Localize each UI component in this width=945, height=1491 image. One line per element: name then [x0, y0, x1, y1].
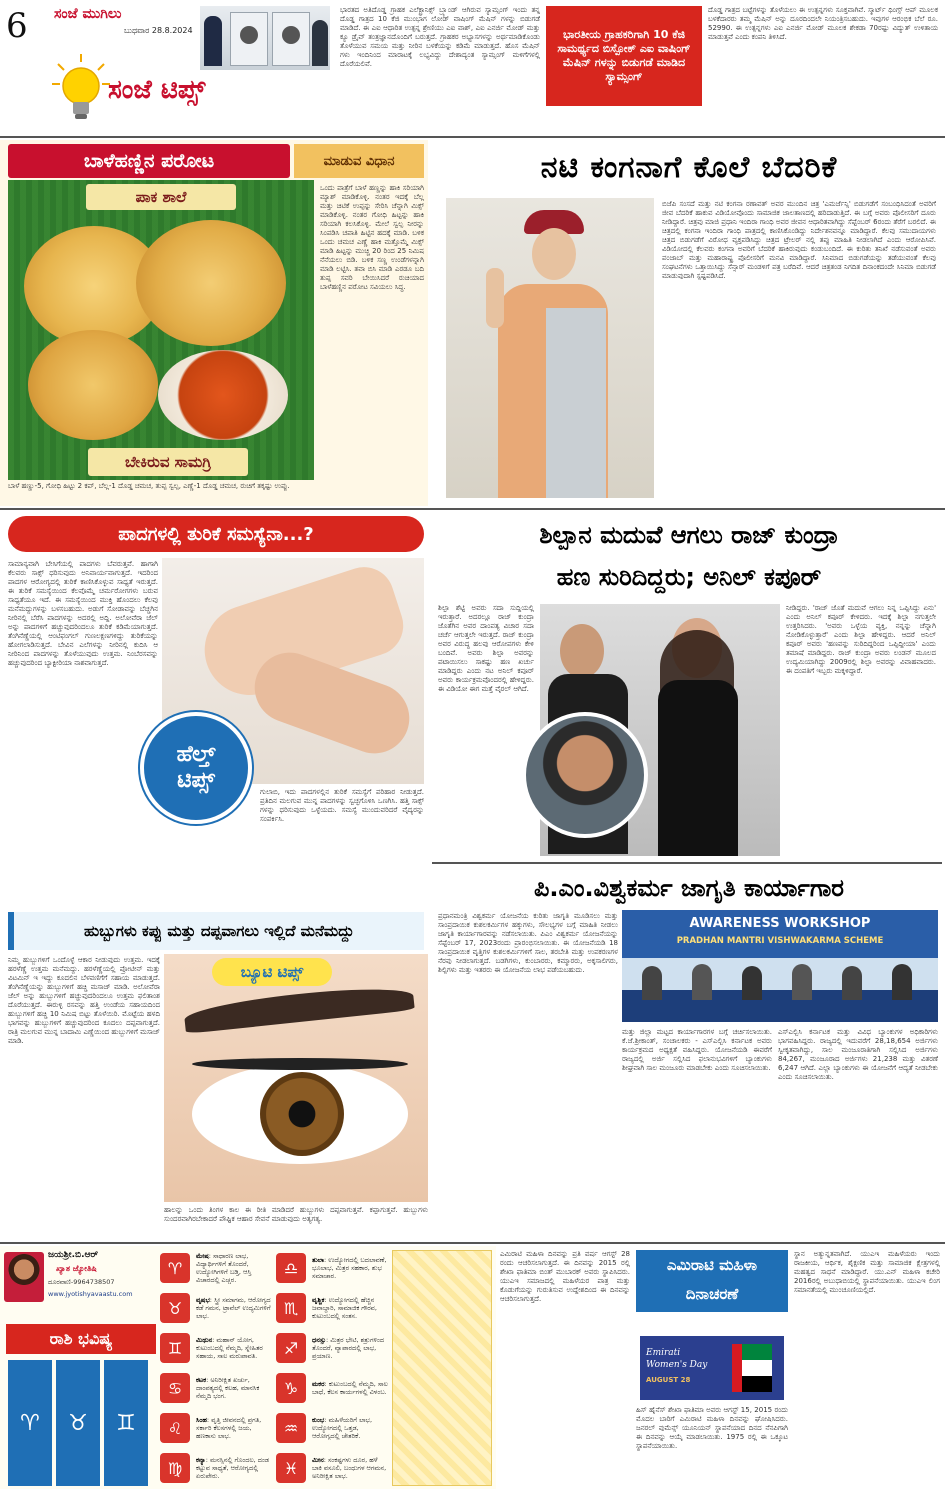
astrologer-title: ಖ್ಯಾತ ಜ್ಯೋತಿಷಿ	[56, 1264, 97, 1273]
sign-entry	[160, 1250, 272, 1286]
recipe-kitchen-label-text: ಪಾಕ ಶಾಲೆ	[135, 188, 187, 206]
emirati-body-left: ಎಮಿರಾಟಿ ಮಹಿಳಾ ದಿನವನ್ನು ಪ್ರತಿ ವರ್ಷ ಆಗಸ್ಟ್ 28 ರಂದು ಆಚರಿಸಲಾಗುತ್ತದೆ. ಈ ದಿನವನ್ನು 2015 ರಲ್ಲಿ ಶೇಖಾ ಫಾತಿಮಾ ಬಿಂತ್ ಮುಬಾರಕ್ ಅವರು ಸ್ಥಾಪಿಸಿದರು. ಯುಎಇ ಸಮಾಜದಲ್ಲಿ ಮಹಿಳೆಯರ ಪಾತ್ರ ಮತ್ತು ಕೊಡುಗೆಯನ್ನು ಗುರುತಿಸುವ ಉದ್ದೇಶದಿಂದ ಈ ದಿನವನ್ನು ಆಚರಿಸಲಾಗುತ್ತದೆ.	[500, 1250, 630, 1303]
zodiac-symbol-icon: ♑	[276, 1373, 306, 1403]
taurus-icon: ♉	[56, 1360, 100, 1486]
astrologer-name: ಜಯಶ್ರೀ.ಬಿ.ಆರ್	[48, 1250, 99, 1260]
uae-flag-icon	[732, 1344, 772, 1392]
sign-prediction: ಸಂಕಷ್ಟಗಳು ದೂರ, ಹಳೆ ಬಾಕಿ ವಸೂಲಿ, ಬಂಧುಗಳ ಆಗಮನ, ಅನಿರೀಕ್ಷಿತ ಲಾಭ.	[312, 1456, 387, 1480]
zodiac-symbol-icon: ♓	[276, 1453, 306, 1483]
vishwakarma-body-mid: ಮತ್ತು ಜಿಲ್ಲಾ ಮಟ್ಟದ ಕಾರ್ಯಾಗಾರಗಳ ಬಗ್ಗೆ ಚರ್ಚಿಸಲಾಯಿತು. ಕೆ.ಜೆ.ಶ್ರೀಕಾಂತ್, ಸಂಚಾಲಕರು - ಎಸ್ಎಲ್ಬಿಸಿ ಕರ್ನಾಟಕ ಅವರು ಕಾರ್ಯಕ್ರಮದ ಅಧ್ಯಕ್ಷತೆ ವಹಿಸಿದ್ದರು. ಯೋಜನೆಯಡಿ ಈವರೆಗೆ ರಾಜ್ಯದಲ್ಲಿ ಅರ್ಜಿ ಸಲ್ಲಿಸಿದ ಫಲಾನುಭವಿಗಳಿಗೆ ಬ್ಯಾಂಕುಗಳು ಶೀಘ್ರವಾಗಿ ಸಾಲ ಮಂಜೂರು ಮಾಡಬೇಕು ಎಂದು ಸೂಚಿಸಲಾಯಿತು.	[622, 1028, 772, 1072]
sign-entry	[160, 1370, 272, 1406]
sign-name: ಮೀನ	[312, 1456, 324, 1464]
sign-prediction: ಮಹಾನ್ ಯೋಗ, ಕುಟುಂಬದಲ್ಲಿ ನೆಮ್ಮದಿ, ಸ್ನೇಹಿತರ ಸಹಾಯ, ಸಾಲ ಮರುಪಾವತಿ.	[196, 1336, 263, 1360]
shilpa-story	[432, 512, 942, 860]
sign-name: ಧನಸ್ಸು	[312, 1336, 326, 1344]
sign-prediction: ಉದ್ಯೋಗದಲ್ಲಿ ಹೆಚ್ಚಿನ ಜವಾಬ್ದಾರಿ, ಸಾಮಾಜಿಕ ಗೌರವ, ಕುಟುಂಬದಲ್ಲಿ ಸಂತಸ.	[312, 1296, 377, 1320]
beauty-tips-badge-text: ಬ್ಯೂಟಿ ಟಿಪ್ಸ್	[240, 963, 304, 981]
sign-prediction: ಉದ್ಯೋಗದಲ್ಲಿ ಬದಲಾವಣೆ, ಭೂಲಾಭ, ಮಿತ್ರರ ಸಹಕಾರ, ಶುಭ ಸಮಾಚಾರ.	[312, 1256, 387, 1280]
sign-prediction: ಮನಸ್ಸಿನಲ್ಲಿ ಗೊಂದಲ, ದಂಡ ಕಟ್ಟುವ ಸಾಧ್ಯತೆ, ಆರೋಗ್ಯದಲ್ಲಿ ಏರುಪೇರು.	[196, 1456, 270, 1480]
sign-text: ಕನ್ಯಾ: ಮನಸ್ಸಿನಲ್ಲಿ ಗೊಂದಲ, ದಂಡ ಕಟ್ಟುವ ಸಾಧ್ಯತೆ, ಆರೋಗ್ಯದಲ್ಲಿ ಏರುಪೇರು.	[196, 1456, 270, 1480]
sign-text: ಧನಸ್ಸು: ಮಿತ್ರರ ಭೇಟಿ, ಶತ್ರುಗಳಿಂದ ತೊಂದರೆ, ವ್ಯಾಪಾರದಲ್ಲಿ ಲಾಭ, ಪ್ರಯಾಣ.	[312, 1336, 385, 1360]
top-story-body-left: ಭಾರತದ ಅತಿದೊಡ್ಡ ಗ್ರಾಹಕ ಎಲೆಕ್ಟ್ರಾನಿಕ್ಸ್ ಬ್ರ್ಯಾಂಡ್ ಆಗಿರುವ ಸ್ಯಾಮ್ಸಂಗ್ ಇಂದು ತನ್ನ ದೊಡ್ಡ ಗಾತ್ರದ 10 ಕೆಜಿ ಮುಂಭಾಗ ಲೋಡ್ ವಾಷಿಂಗ್ ಮೆಷಿನ್ ಗಳನ್ನು ಬಿಡುಗಡೆ ಮಾಡಿದೆ. ಈ ಎಐ ಆಧಾರಿತ ಉತ್ಪನ್ನ ಶ್ರೇಣಿಯು ಎಐ ವಾಶ್, ಎಐ ಎನರ್ಜಿ ಮೋಡ್ ಮತ್ತು ಕ್ಯೂ ಡ್ರೈವ್ ತಂತ್ರಜ್ಞಾನದೊಂದಿಗೆ ಬರುತ್ತದೆ. ಗ್ರಾಹಕರ ಅಭ್ಯಾಸಗಳನ್ನು ಅರ್ಥಮಾಡಿಕೊಂಡು ತೊಳೆಯುವ ಸಮಯ ಮತ್ತು ನೀರಿನ ಬಳಕೆಯನ್ನು ಕಡಿಮೆ ಮಾಡುತ್ತದೆ. ಹೊಸ ಮೆಷಿನ್ ಗಳು ಇಂದಿನಿಂದ ಮಾರಾಟಕ್ಕೆ ಲಭ್ಯವಿದ್ದು ದೇಶಾದ್ಯಂತ ಸ್ಯಾಮ್ಸಂಗ್ ಮಳಿಗೆಗಳಲ್ಲಿ ದೊರೆಯಲಿವೆ.	[340, 6, 540, 68]
recipe-ingredients-text: ಬಾಳೆ ಹಣ್ಣು-5, ಗೋಧಿ ಹಿಟ್ಟು 2 ಕಪ್, ಬೆಲ್ಲ-1 ದೊಡ್ಡ ಚಮಚ, ತುಪ್ಪ ಸ್ವಲ್ಪ, ಎಣ್ಣೆ-1 ದೊಡ್ಡ ಚಮಚ, ರುಚಿಗೆ ತಕ್ಕಷ್ಟು ಉಪ್ಪು.	[8, 482, 290, 490]
vishwakarma-body-left: ಪ್ರಧಾನಮಂತ್ರಿ ವಿಶ್ವಕರ್ಮ ಯೋಜನೆಯ ಕುರಿತು ಜಾಗೃತಿ ಮೂಡಿಸಲು ಮತ್ತು ಸಾಂಪ್ರದಾಯಿಕ ಕುಶಲಕರ್ಮಿಗಳ ಹಕ್ಕುಗಳು, ಸೌಲಭ್ಯಗಳ ಬಗ್ಗೆ ಮಾಹಿತಿ ನೀಡಲು ಜಾಗೃತಿ ಕಾರ್ಯಾಗಾರವನ್ನು ನಡೆಸಲಾಯಿತು. ಪಿಎಂ ವಿಶ್ವಕರ್ಮ ಯೋಜನೆಯನ್ನು ಸೆಪ್ಟೆಂಬರ್ 17, 2023ರಂದು ಪ್ರಾರಂಭಿಸಲಾಯಿತು. ಈ ಯೋಜನೆಯಡಿ 18 ಸಾಂಪ್ರದಾಯಿಕ ವೃತ್ತಿಗಳ ಕುಶಲಕರ್ಮಿಗಳಿಗೆ ಸಾಲ, ತರಬೇತಿ ಮತ್ತು ಉಪಕರಣಗಳ ನೆರವು ನೀಡಲಾಗುತ್ತದೆ. ಬಡಗಿಗಳು, ಕುಂಬಾರರು, ಕಮ್ಮಾರರು, ಅಕ್ಕಸಾಲಿಗರು, ಶಿಲ್ಪಿಗಳು ಮತ್ತು ಇತರರು ಈ ಯೋಜನೆಯ ಲಾಭ ಪಡೆಯಬಹುದು.	[438, 912, 618, 974]
sign-text: ಕುಂಭ: ಮಹಿಳೆಯರಿಗೆ ಲಾಭ, ಉದ್ಯೋಗದಲ್ಲಿ ಒತ್ತಡ, ಆರೋಗ್ಯದಲ್ಲಿ ಚೇತರಿಕೆ.	[312, 1416, 373, 1440]
paper-name: ಸಂಜೆ ಮುಗಿಲು	[54, 6, 122, 22]
workshop-photo	[622, 910, 938, 1022]
curry-bowl-image	[158, 350, 288, 440]
health-headline-text: ಪಾದಗಳಲ್ಲಿ ತುರಿಕೆ ಸಮಸ್ಯೆನಾ...?	[118, 523, 314, 545]
workshop-banner-line1: AWARENESS WORKSHOP	[689, 916, 871, 931]
recipe-ingredients-label-text: ಬೇಕಿರುವ ಸಾಮಗ್ರಿ	[124, 453, 212, 471]
sign-name: ವೃಶ್ಚಿಕ	[312, 1296, 325, 1304]
zodiac-symbol-icon: ♍	[160, 1453, 190, 1483]
product-photo	[200, 6, 330, 70]
masthead-date: ಬುಧವಾರ 28.8.2024	[124, 26, 193, 35]
sign-entry	[276, 1250, 388, 1286]
bulb-icon	[52, 52, 110, 124]
shilpa-headline-line2: ಹಣ ಸುರಿದಿದ್ದರು; ಅನಿಲ್ ಕಪೂರ್	[556, 563, 822, 591]
gemini-icon: ♊	[104, 1360, 148, 1486]
sign-entry	[276, 1410, 388, 1446]
beauty-body-left: ನಿಮ್ಮ ಹುಬ್ಬುಗಳಿಗೆ ಒಂದೊಳ್ಳೆ ಆಕಾರ ನೀಡುವುದು ಉತ್ತಮ. ಇದಕ್ಕೆ ಹರಳೆಣ್ಣೆ ಉತ್ತಮ ಮನೆಮದ್ದು. ಹರಳೆಣ್ಣೆಯಲ್ಲಿ ಪ್ರೋಟೀನ್ ಮತ್ತು ವಿಟಮಿನ್ ಇ ಇದ್ದು ಕೂದಲಿನ ಬೆಳವಣಿಗೆಗೆ ಸಹಾಯ ಮಾಡುತ್ತದೆ. ತೆಂಗಿನೆಣ್ಣೆಯನ್ನು ಹುಬ್ಬುಗಳಿಗೆ ಹಚ್ಚಿ ಮಸಾಜ್ ಮಾಡಿ. ಅಲೋವೆರಾ ಜೆಲ್ ಅನ್ನು ಹುಬ್ಬುಗಳಿಗೆ ಹಚ್ಚುವುದರಿಂದಲೂ ಉತ್ತಮ ಫಲಿತಾಂಶ ದೊರೆಯುತ್ತದೆ. ಈರುಳ್ಳಿ ರಸವನ್ನು ಹತ್ತಿ ಉಂಡೆಯ ಸಹಾಯದಿಂದ ಹುಬ್ಬುಗಳಿಗೆ ಹಚ್ಚಿ 10 ನಿಮಿಷ ಬಿಟ್ಟು ತೊಳೆಯಿರಿ. ಮೊಟ್ಟೆಯ ಹಳದಿ ಭಾಗವನ್ನು ಹುಬ್ಬುಗಳಿಗೆ ಹಚ್ಚುವುದರಿಂದ ಕೂದಲು ದಪ್ಪವಾಗುತ್ತದೆ. ರಾತ್ರಿ ಮಲಗುವ ಮುನ್ನ ಬಾದಾಮಿ ಎಣ್ಣೆಯಿಂದ ಹುಬ್ಬುಗಳಿಗೆ ಮಸಾಜ್ ಮಾಡಿ.	[8, 956, 160, 1045]
sign-name: ಮಿಥುನ	[196, 1336, 213, 1344]
section-title: ಸಂಜೆ ಟಿಪ್ಸ್	[108, 75, 206, 105]
recipe-section	[0, 140, 428, 506]
health-body: ಸಾಮಾನ್ಯವಾಗಿ ಬೇಸಿಗೆಯಲ್ಲಿ ಪಾದಗಳು ಬೆವರುತ್ತವೆ. ಹಾಗಾಗಿ ಕೆಲವರು ಸಾಕ್ಸ್ ಧರಿಸುವುದು ಅನಿವಾರ್ಯವಾಗುತ್ತದೆ. ಇದರಿಂದ ಪಾದಗಳ ಆರೋಗ್ಯದಲ್ಲಿ ತುರಿಕೆ ಕಾಣಿಸಿಕೊಳ್ಳುವ ಸಾಧ್ಯತೆ ಇರುತ್ತದೆ. ಈ ತುರಿಕೆ ಸಮಸ್ಯೆಯಿಂದ ಕೆಲವೊಮ್ಮೆ ಚರ್ಮರೋಗಗಳು ಬರುವ ಸಾಧ್ಯತೆಯೂ ಇದೆ. ಈ ಸಮಸ್ಯೆಯಿಂದ ಮುಕ್ತಿ ಹೊಂದಲು ಕೆಲವು ಮನೆಮದ್ದುಗಳನ್ನು ಬಳಸಬಹುದು. ಅಡುಗೆ ಸೋಡಾವನ್ನು ಬೆಚ್ಚಗಿನ ನೀರಿನಲ್ಲಿ ಬೆರೆಸಿ ಪಾದಗಳನ್ನು ಅದರಲ್ಲಿ ಅದ್ದಿ. ಅಲೋವೆರಾ ಜೆಲ್ ಅನ್ನು ಪಾದಗಳಿಗೆ ಹಚ್ಚುವುದರಿಂದಲೂ ತುರಿಕೆ ಕಡಿಮೆಯಾಗುತ್ತದೆ. ತೆಂಗಿನೆಣ್ಣೆಯಲ್ಲಿ ಆಂಟಿಫಂಗಲ್ ಗುಣಲಕ್ಷಣಗಳಿದ್ದು ತುರಿಕೆಯನ್ನು ಹೋಗಲಾಡಿಸುತ್ತದೆ. ಬೇವಿನ ಎಲೆಗಳನ್ನು ನೀರಿನಲ್ಲಿ ಕುದಿಸಿ ಆ ನೀರಿನಿಂದ ಪಾದಗಳನ್ನು ತೊಳೆಯುವುದು ಉತ್ತಮ. ನಿಂಬೆರಸವನ್ನು ಹಚ್ಚುವುದರಿಂದ ಬ್ಯಾಕ್ಟೀರಿಯಾ ನಾಶವಾಗುತ್ತದೆ.	[8, 560, 158, 667]
recipe-kitchen-label	[86, 184, 236, 210]
sign-name: ಮಕರ	[312, 1380, 325, 1388]
sign-entry	[160, 1410, 272, 1446]
health-tips-badge-text: ಹೆಲ್ತ್ ಟಿಪ್ಸ್	[176, 742, 216, 793]
sign-text: ಮೇಷ: ಸಾಧಾರಣ ಲಾಭ, ವಿದ್ಯಾರ್ಥಿಗಳಿಗೆ ತೊಂದರೆ, ಉದ್ಯೋಗಿಗಳಿಗೆ ಬಡ್ತಿ, ಆಸ್ತಿ ವಿಚಾರದಲ್ಲಿ ಎಚ್ಚರ.	[196, 1252, 252, 1284]
zodiac-symbol-icon: ♌	[160, 1413, 190, 1443]
health-body-extra: ಗುಲಾಬಿ, ಇದು ಪಾದಗಳಲ್ಲಿನ ತುರಿಕೆ ಸಮಸ್ಯೆಗೆ ಪರಿಹಾರ ನೀಡುತ್ತದೆ. ಪ್ರತಿದಿನ ಮಲಗುವ ಮುನ್ನ ಪಾದಗಳನ್ನು ಸ್ವಚ್ಛಗೊಳಿಸಿ ಒಣಗಿಸಿ. ಹತ್ತಿ ಸಾಕ್ಸ್ ಗಳನ್ನು ಧರಿಸುವುದು ಒಳ್ಳೆಯದು. ಸಮಸ್ಯೆ ಮುಂದುವರಿದರೆ ವೈದ್ಯರನ್ನು ಸಂಪರ್ಕಿಸಿ.	[260, 788, 424, 823]
kangana-headline	[442, 142, 936, 192]
sign-prediction: ಕುಟುಂಬದಲ್ಲಿ ನೆಮ್ಮದಿ, ಸಾಲ ಬಾಧೆ, ಕೆಲಸ ಕಾರ್ಯಗಳಲ್ಲಿ ವಿಳಂಬ.	[312, 1380, 388, 1396]
top-story-headline	[546, 6, 702, 106]
emirati-headline	[636, 1250, 788, 1312]
emirati-card	[640, 1336, 784, 1400]
shilpa-body-left: ಶಿಲ್ಪಾ ಶೆಟ್ಟಿ ಅವರು ಸದಾ ಸುದ್ದಿಯಲ್ಲಿ ಇರುತ್ತಾರೆ. ಅದರಲ್ಲೂ ರಾಜ್ ಕುಂದ್ರಾ ಜೊತೆಗಿನ ಅವರ ದಾಂಪತ್ಯ ವಿಚಾರ ಸದಾ ಚರ್ಚೆ ಆಗುತ್ತಲೇ ಇರುತ್ತದೆ. ರಾಜ್ ಕುಂದ್ರಾ ಅವರ ವಿರುದ್ಧ ಹಲವು ಆರೋಪಗಳು ಕೇಳಿ ಬಂದಿವೆ. ಅವರು ಶಿಲ್ಪಾ ಅವರನ್ನು ಪಟಾಯಿಸಲು ಸಾಕಷ್ಟು ಹಣ ಖರ್ಚು ಮಾಡಿದ್ದರು ಎಂದು ನಟ ಅನಿಲ್ ಕಪೂರ್ ಅವರು ಕಾರ್ಯಕ್ರಮವೊಂದರಲ್ಲಿ ಹೇಳಿದ್ದರು. ಈ ವಿಡಿಯೋ ಈಗ ಮತ್ತೆ ವೈರಲ್ ಆಗಿದೆ.	[438, 604, 534, 693]
recipe-method-text: ಒಂದು ಪಾತ್ರೆಗೆ ಬಾಳೆ ಹಣ್ಣನ್ನು ಹಾಕಿ ಸರಿಯಾಗಿ ಮ್ಯಾಶ್ ಮಾಡಿಕೊಳ್ಳಿ. ನಂತರ ಇದಕ್ಕೆ ಬೆಲ್ಲ ಮತ್ತು ಚಿಟಿಕೆ ಉಪ್ಪನ್ನು ಸೇರಿಸಿ ಚೆನ್ನಾಗಿ ಮಿಕ್ಸ್ ಮಾಡಿಕೊಳ್ಳಿ. ನಂತರ ಗೋಧಿ ಹಿಟ್ಟನ್ನು ಹಾಕಿ ಸರಿಯಾಗಿ ಕಲಸಿಕೊಳ್ಳಿ. ಮೇಲೆ ಸ್ವಲ್ಪ ನೀರನ್ನು ಸಿಂಪಡಿಸಿ ಚಪಾತಿ ಹಿಟ್ಟಿನ ಹದಕ್ಕೆ ಮಾಡಿ. ಬಳಿಕ ಒಂದು ಚಮಚ ಎಣ್ಣೆ ಹಾಕಿ ಮತ್ತೊಮ್ಮೆ ಮಿಕ್ಸ್ ಮಾಡಿ ಹಿಟ್ಟನ್ನು ಮುಚ್ಚಿ 20 ರಿಂದ 25 ನಿಮಿಷ ನೆನೆಯಲು ಬಿಡಿ. ಬಳಿಕ ಸಣ್ಣ ಉಂಡೆಗಳನ್ನಾಗಿ ಮಾಡಿ ಲಟ್ಟಿಸಿ. ತವಾ ಬಿಸಿ ಮಾಡಿ ಎರಡೂ ಬದಿ ತುಪ್ಪ ಸವರಿ ಬೇಯಿಸಿದರೆ ರುಚಿಯಾದ ಬಾಳೆಹಣ್ಣಿನ ಪರೋಟ ಸವಿಯಲು ಸಿದ್ಧ.	[320, 184, 424, 291]
recipe-method-label-text: ಮಾಡುವ ವಿಧಾನ	[323, 153, 395, 169]
astrologer-avatar	[4, 1252, 44, 1302]
zodiac-symbol-icon: ♐	[276, 1333, 306, 1363]
emirati-headline-line2: ದಿನಾಚರಣೆ	[685, 1285, 739, 1303]
sign-name: ಕಟಕ	[196, 1376, 207, 1384]
astrologer-phone: ದೂರವಾಣಿ-9964738507	[48, 1278, 115, 1286]
zodiac-symbol-icon: ♒	[276, 1413, 306, 1443]
sign-name: ಕನ್ಯಾ	[196, 1456, 206, 1464]
sign-text: ವೃಶ್ಚಿಕ: ಉದ್ಯೋಗದಲ್ಲಿ ಹೆಚ್ಚಿನ ಜವಾಬ್ದಾರಿ, ಸಾಮಾಜಿಕ ಗೌರವ, ಕುಟುಂಬದಲ್ಲಿ ಸಂತಸ.	[312, 1296, 377, 1320]
sign-name: ಕುಂಭ	[312, 1416, 325, 1424]
astrologer-website: www.jyotishyavaastu.com	[48, 1290, 133, 1298]
sign-name: ವೃಷಭ	[196, 1296, 210, 1304]
sign-text: ಸಿಂಹ: ವೃತ್ತಿ ಜೀವನದಲ್ಲಿ ಪ್ರಗತಿ, ಸರ್ಕಾರಿ ಕೆಲಸಗಳಲ್ಲಿ ಜಯ, ಹಣಕಾಸು ಲಾಭ.	[196, 1416, 262, 1440]
sign-name: ತುಲಾ	[312, 1256, 325, 1264]
sign-name: ಸಿಂಹ	[196, 1416, 207, 1424]
kangana-headline-text: ನಟಿ ಕಂಗನಾಗೆ ಕೊಲೆ ಬೆದರಿಕೆ	[540, 149, 838, 185]
anil-kapoor-photo	[522, 712, 648, 838]
sign-text: ಕಟಕ: ಅನಿರೀಕ್ಷಿತ ಖರ್ಚು, ದಾಂಪತ್ಯದಲ್ಲಿ ಕಲಹ, ಮಾನಸಿಕ ನೆಮ್ಮದಿ ಭಂಗ.	[196, 1376, 260, 1400]
zodiac-symbol-icon: ♋	[160, 1373, 190, 1403]
sign-prediction: ಅನಿರೀಕ್ಷಿತ ಖರ್ಚು, ದಾಂಪತ್ಯದಲ್ಲಿ ಕಲಹ, ಮಾನಸಿಕ ನೆಮ್ಮದಿ ಭಂಗ.	[196, 1376, 260, 1400]
beauty-section	[0, 910, 428, 1240]
recipe-title-text: ಬಾಳೆಹಣ್ಣಿನ ಪರೋಟ	[83, 150, 215, 172]
paratha-image	[136, 220, 286, 346]
vishwakarma-headline-text: ಪಿ.ಎಂ.ವಿಶ್ವಕರ್ಮ ಜಾಗೃತಿ ಕಾರ್ಯಾಗಾರ	[533, 874, 845, 902]
recipe-title	[8, 144, 290, 178]
recipe-method-label	[294, 144, 424, 178]
kangana-story	[432, 140, 942, 506]
zodiac-symbol-icon: ♎	[276, 1253, 306, 1283]
vishwakarma-story	[432, 864, 942, 1240]
horoscope-ornament	[392, 1250, 492, 1486]
sign-prediction: ಮಿತ್ರರ ಭೇಟಿ, ಶತ್ರುಗಳಿಂದ ತೊಂದರೆ, ವ್ಯಾಪಾರದಲ್ಲಿ ಲಾಭ, ಪ್ರಯಾಣ.	[312, 1336, 385, 1360]
sign-prediction: ಸಾಧಾರಣ ಲಾಭ, ವಿದ್ಯಾರ್ಥಿಗಳಿಗೆ ತೊಂದರೆ, ಉದ್ಯೋಗಿಗಳಿಗೆ ಬಡ್ತಿ, ಆಸ್ತಿ ವಿಚಾರದಲ್ಲಿ ಎಚ್ಚರ.	[196, 1252, 252, 1284]
emirati-card-date: AUGUST 28	[646, 1376, 691, 1384]
zodiac-symbol-icon: ♊	[160, 1333, 190, 1363]
emirati-body-right: ಸ್ಥಾನ ಅತ್ಯುನ್ನತವಾಗಿದೆ. ಯುಎಇ ಮಹಿಳೆಯರು ಇಂದು ರಾಜಕೀಯ, ಆರ್ಥಿಕ, ಶೈಕ್ಷಣಿಕ ಮತ್ತು ಸಾಮಾಜಿಕ ಕ್ಷೇತ್ರಗಳಲ್ಲಿ ಮಹತ್ವದ ಸಾಧನೆ ಮಾಡಿದ್ದಾರೆ. ಯು.ಎನ್ ಮಹಿಳಾ ಕಚೇರಿ 2016ರಲ್ಲಿ ಅಬುಧಾಬಿಯಲ್ಲಿ ಸ್ಥಾಪನೆಯಾಯಿತು. ಯುಎಇ ಲಿಂಗ ಸಮಾನತೆಯಲ್ಲಿ ಮುಂಚೂಣಿಯಲ್ಲಿದೆ.	[794, 1250, 940, 1294]
health-tips-badge	[140, 712, 252, 824]
beauty-headline-text: ಹುಬ್ಬುಗಳು ಕಪ್ಪು ಮತ್ತು ದಪ್ಪವಾಗಲು ಇಲ್ಲಿದೆ ಮನೆಮದ್ದು	[84, 922, 354, 940]
emirati-headline-line1: ಎಮಿರಾಟಿ ಮಹಿಳಾ	[666, 1256, 758, 1274]
sign-entry	[160, 1330, 272, 1366]
zodiac-symbol-icon: ♏	[276, 1293, 306, 1323]
sign-entry	[160, 1290, 272, 1326]
sign-prediction: ಮಹಿಳೆಯರಿಗೆ ಲಾಭ, ಉದ್ಯೋಗದಲ್ಲಿ ಒತ್ತಡ, ಆರೋಗ್ಯದಲ್ಲಿ ಚೇತರಿಕೆ.	[312, 1416, 373, 1440]
paratha-image	[28, 330, 158, 440]
eye-photo	[164, 954, 428, 1202]
horoscope-col-2	[276, 1250, 388, 1486]
recipe-photo	[8, 180, 314, 480]
emirati-card-line2: Women's Day	[646, 1360, 708, 1370]
astrologer-card	[4, 1248, 162, 1320]
horoscope-title-text: ರಾಶಿ ಭವಿಷ್ಯ	[49, 1329, 113, 1348]
horoscope-col-1	[160, 1250, 272, 1486]
shilpa-headline	[442, 514, 936, 600]
vishwakarma-headline	[442, 868, 936, 908]
sign-entry	[160, 1450, 272, 1486]
health-section	[0, 512, 428, 910]
horoscope-section	[0, 1246, 496, 1489]
sign-prediction: ಸ್ತ್ರೀ ಸಮಾಗಮ, ಆರೋಗ್ಯದ ಕಡೆ ಗಮನ, ಟ್ರಾವೆಲ್ ಉದ್ಯಮಿಗಳಿಗೆ ಲಾಭ.	[196, 1296, 271, 1320]
masthead	[0, 0, 336, 134]
sign-name: ಮೇಷ	[196, 1252, 209, 1260]
sign-entry	[276, 1370, 388, 1406]
sign-text: ಮೀನ: ಸಂಕಷ್ಟಗಳು ದೂರ, ಹಳೆ ಬಾಕಿ ವಸೂಲಿ, ಬಂಧುಗಳ ಆಗಮನ, ಅನಿರೀಕ್ಷಿತ ಲಾಭ.	[312, 1456, 387, 1480]
workshop-banner-line2: PRADHAN MANTRI VISHWAKARMA SCHEME	[676, 936, 884, 946]
horoscope-title	[6, 1324, 156, 1354]
sign-text: ತುಲಾ: ಉದ್ಯೋಗದಲ್ಲಿ ಬದಲಾವಣೆ, ಭೂಲಾಭ, ಮಿತ್ರರ ಸಹಕಾರ, ಶುಭ ಸಮಾಚಾರ.	[312, 1256, 387, 1280]
shilpa-body-right: ನೀಡಿದ್ದರು. 'ರಾಜ್ ಜೊತೆ ಮದುವೆ ಆಗಲು ನಿನ್ನ ಒಪ್ಪಿಸಿದ್ದು ಏನು' ಎಂದು ಅನಿಲ್ ಕಪೂರ್ ಕೇಳಿದರು. ಇದಕ್ಕೆ ಶಿಲ್ಪಾ ನಗುತ್ತಲೇ ಉತ್ತರಿಸಿದರು. 'ಅವರು ಒಳ್ಳೆಯ ವ್ಯಕ್ತಿ, ನನ್ನನ್ನು ಚೆನ್ನಾಗಿ ನೋಡಿಕೊಳ್ಳುತ್ತಾರೆ' ಎಂದು ಶಿಲ್ಪಾ ಹೇಳಿದ್ದರು. ಆದರೆ ಅನಿಲ್ ಕಪೂರ್ ಅವರು 'ಹಣವನ್ನು ಸುರಿದಿದ್ದರಿಂದ ಒಪ್ಪಿದ್ದೀಯಾ' ಎಂದು ತಮಾಷೆ ಮಾಡಿದ್ದರು. ರಾಜ್ ಕುಂದ್ರಾ ಅವರು ಲಂಡನ್ ಮೂಲದ ಉದ್ಯಮಿಯಾಗಿದ್ದು 2009ರಲ್ಲಿ ಶಿಲ್ಪಾ ಅವರನ್ನು ವಿವಾಹವಾದರು. ಈ ದಂಪತಿಗೆ ಇಬ್ಬರು ಮಕ್ಕಳಿದ್ದಾರೆ.	[786, 604, 936, 675]
sign-text: ವೃಷಭ: ಸ್ತ್ರೀ ಸಮಾಗಮ, ಆರೋಗ್ಯದ ಕಡೆ ಗಮನ, ಟ್ರಾವೆಲ್ ಉದ್ಯಮಿಗಳಿಗೆ ಲಾಭ.	[196, 1296, 271, 1320]
shilpa-headline-line1: ಶಿಲ್ಪಾನ ಮದುವೆ ಆಗಲು ರಾಜ್ ಕುಂದ್ರಾ	[539, 521, 839, 549]
beauty-headline	[8, 912, 424, 950]
top-story-body-right: ದೊಡ್ಡ ಗಾತ್ರದ ಬಟ್ಟೆಗಳನ್ನು ತೊಳೆಯಲು ಈ ಉತ್ಪನ್ನಗಳು ಸೂಕ್ತವಾಗಿವೆ. ಸ್ಮಾರ್ಟ್ ಥಿಂಗ್ಸ್ ಆಪ್ ಮೂಲಕ ಬಳಕೆದಾರರು ತಮ್ಮ ಮೆಷಿನ್ ಅನ್ನು ದೂರದಿಂದಲೇ ನಿಯಂತ್ರಿಸಬಹುದು. ಇವುಗಳ ಆರಂಭಿಕ ಬೆಲೆ ರೂ. 52990. ಈ ಉತ್ಪನ್ನಗಳು ಎಐ ಎನರ್ಜಿ ಮೋಡ್ ಮೂಲಕ ಶೇಕಡಾ 70ರಷ್ಟು ವಿದ್ಯುತ್ ಉಳಿತಾಯ ಮಾಡುತ್ತವೆ ಎಂದು ಕಂಪನಿ ತಿಳಿಸಿದೆ.	[708, 6, 938, 41]
zodiac-symbol-icon: ♈	[160, 1253, 190, 1283]
sign-entry	[276, 1290, 388, 1326]
kangana-body: ಬಿಜೆಪಿ ಸಂಸದೆ ಮತ್ತು ನಟಿ ಕಂಗನಾ ರಣಾವತ್ ಅವರ ಮುಂದಿನ ಚಿತ್ರ 'ಎಮರ್ಜೆನ್ಸಿ' ಬಿಡುಗಡೆಗೆ ಸಂಬಂಧಿಸಿದಂತೆ ಅವರಿಗೆ ಜೀವ ಬೆದರಿಕೆ ಹಾಕುವ ವಿಡಿಯೋವೊಂದು ಸಾಮಾಜಿಕ ಜಾಲತಾಣದಲ್ಲಿ ಹರಿದಾಡುತ್ತಿದೆ. ಈ ಬಗ್ಗೆ ಅವರು ಪೊಲೀಸರಿಗೆ ದೂರು ನೀಡಿದ್ದಾರೆ. ಚಿತ್ರವು ಮಾಜಿ ಪ್ರಧಾನಿ ಇಂದಿರಾ ಗಾಂಧಿ ಅವರ ಜೀವನ ಆಧಾರಿತವಾಗಿದ್ದು ಸೆಪ್ಟೆಂಬರ್ 6ರಂದು ತೆರೆಗೆ ಬರಲಿದೆ. ಈ ಚಿತ್ರದಲ್ಲಿ ಕಂಗನಾ ಇಂದಿರಾ ಗಾಂಧಿ ಪಾತ್ರದಲ್ಲಿ ಕಾಣಿಸಿಕೊಂಡಿದ್ದು ನಿರ್ದೇಶನವನ್ನೂ ಮಾಡಿದ್ದಾರೆ. ಕೆಲವು ಸಮುದಾಯಗಳು ಚಿತ್ರದ ಬಿಡುಗಡೆಗೆ ವಿರೋಧ ವ್ಯಕ್ತಪಡಿಸಿದ್ದು ಚಿತ್ರದ ಟ್ರೇಲರ್ ನಲ್ಲಿ ತಪ್ಪು ಮಾಹಿತಿ ನೀಡಲಾಗಿದೆ ಎಂದು ಆರೋಪಿಸಿವೆ. ವಿಡಿಯೋದಲ್ಲಿ ಕೆಲವರು ಕಂಗನಾ ಅವರಿಗೆ ಬೆದರಿಕೆ ಹಾಕಿರುವುದು ಕಂಡುಬಂದಿದೆ. ಈ ಕುರಿತು ತನಿಖೆ ನಡೆಸುವಂತೆ ಅವರು ಪಂಜಾಬ್ ಮತ್ತು ಮಹಾರಾಷ್ಟ್ರ ಪೊಲೀಸರಿಗೆ ಮನವಿ ಮಾಡಿದ್ದಾರೆ. ಸಿನಿಮಾದ ಬಿಡುಗಡೆಯನ್ನು ತಡೆಯುವಂತೆ ಕೆಲವು ಸಂಘಟನೆಗಳು ಒತ್ತಾಯಿಸಿದ್ದು ಸೆನ್ಸಾರ್ ಮಂಡಳಿಗೆ ಪತ್ರ ಬರೆದಿವೆ. ಆದರೆ ಚಿತ್ರತಂಡ ನಿಗದಿತ ದಿನಾಂಕದಂದೇ ಸಿನಿಮಾ ಬಿಡುಗಡೆ ಮಾಡುವುದಾಗಿ ಸ್ಪಷ್ಟಪಡಿಸಿದೆ.	[662, 200, 936, 280]
recipe-ingredients-label	[88, 448, 248, 476]
emirati-story	[498, 1246, 942, 1489]
kangana-photo	[446, 198, 654, 498]
beauty-body-bottom: ಹಾಲನ್ನು ಒಂದು ತಿಂಗಳ ಕಾಲ ಈ ರೀತಿ ಮಾಡಿದರೆ ಹುಬ್ಬುಗಳು ದಪ್ಪವಾಗುತ್ತವೆ. ಕಪ್ಪಾಗುತ್ತವೆ. ಹುಬ್ಬುಗಳು ಸುಂದರವಾಗಿರಬೇಕಾದರೆ ಪೌಷ್ಟಿಕ ಆಹಾರ ಸೇವನೆ ಮಾಡುವುದು ಅತ್ಯಗತ್ಯ.	[164, 1206, 428, 1223]
zodiac-icon-grid	[8, 1360, 154, 1486]
sign-entry	[276, 1330, 388, 1366]
top-story	[336, 2, 942, 134]
health-headline	[8, 516, 424, 552]
sign-text: ಮಕರ: ಕುಟುಂಬದಲ್ಲಿ ನೆಮ್ಮದಿ, ಸಾಲ ಬಾಧೆ, ಕೆಲಸ ಕಾರ್ಯಗಳಲ್ಲಿ ವಿಳಂಬ.	[312, 1380, 388, 1396]
sign-entry	[276, 1450, 388, 1486]
top-story-headline-text: ಭಾರತೀಯ ಗ್ರಾಹಕರಿಗಾಗಿ 10 ಕೆಜಿ ಸಾಮರ್ಥ್ಯದ ಬಿಸ್ಪೋಕ್ ಎಐ ವಾಷಿಂಗ್ ಮೆಷಿನ್ ಗಳನ್ನು ಬಿಡುಗಡೆ ಮಾಡಿದ ಸ್ಯಾಮ್ಸಂಗ್	[557, 28, 691, 83]
emirati-body-mid: ಹಿಸ್ ಹೈನೆಸ್ ಶೇಖಾ ಫಾತಿಮಾ ಅವರು ಆಗಸ್ಟ್ 15, 2015 ರಂದು ಮೊದಲ ಬಾರಿಗೆ ಎಮಿರಾಟಿ ಮಹಿಳಾ ದಿನವನ್ನು ಘೋಷಿಸಿದರು. ಜನರಲ್ ವುಮೆನ್ಸ್ ಯೂನಿಯನ್ ಸ್ಥಾಪನೆಯಾದ ದಿನದ ನೆನಪಿಗಾಗಿ ಈ ದಿನವನ್ನು ಆಯ್ಕೆ ಮಾಡಲಾಯಿತು. 1975 ರಲ್ಲಿ ಈ ಒಕ್ಕೂಟ ಸ್ಥಾಪನೆಯಾಯಿತು.	[636, 1406, 788, 1450]
zodiac-symbol-icon: ♉	[160, 1293, 190, 1323]
beauty-tips-badge	[212, 958, 332, 986]
emirati-card-line1: Emirati	[646, 1348, 681, 1358]
page-number: 6	[6, 6, 28, 46]
sign-prediction: ವೃತ್ತಿ ಜೀವನದಲ್ಲಿ ಪ್ರಗತಿ, ಸರ್ಕಾರಿ ಕೆಲಸಗಳಲ್ಲಿ ಜಯ, ಹಣಕಾಸು ಲಾಭ.	[196, 1416, 262, 1440]
sign-text: ಮಿಥುನ: ಮಹಾನ್ ಯೋಗ, ಕುಟುಂಬದಲ್ಲಿ ನೆಮ್ಮದಿ, ಸ್ನೇಹಿತರ ಸಹಾಯ, ಸಾಲ ಮರುಪಾವತಿ.	[196, 1336, 263, 1360]
aries-icon: ♈	[8, 1360, 52, 1486]
vishwakarma-body-right: ಎಸ್ಎಲ್ಬಿಸಿ ಕರ್ನಾಟಕ ಮತ್ತು ವಿವಿಧ ಬ್ಯಾಂಕುಗಳ ಅಧಿಕಾರಿಗಳು ಭಾಗವಹಿಸಿದ್ದರು. ರಾಜ್ಯದಲ್ಲಿ ಇದುವರೆಗೆ 28,18,654 ಅರ್ಜಿಗಳು ಸ್ವೀಕೃತವಾಗಿದ್ದು, ಸಾಲ ಮಂಜೂರಾತಿಗಾಗಿ ಸಲ್ಲಿಸಿದ ಅರ್ಜಿಗಳು 84,267, ಮಂಜೂರಾದ ಅರ್ಜಿಗಳು 21,238 ಮತ್ತು ವಿತರಣೆ 6,247 ಆಗಿದೆ. ಎಲ್ಲಾ ಬ್ಯಾಂಕುಗಳು ಈ ಯೋಜನೆಗೆ ಆದ್ಯತೆ ನೀಡಬೇಕು ಎಂದು ಸೂಚಿಸಲಾಯಿತು.	[778, 1028, 938, 1081]
